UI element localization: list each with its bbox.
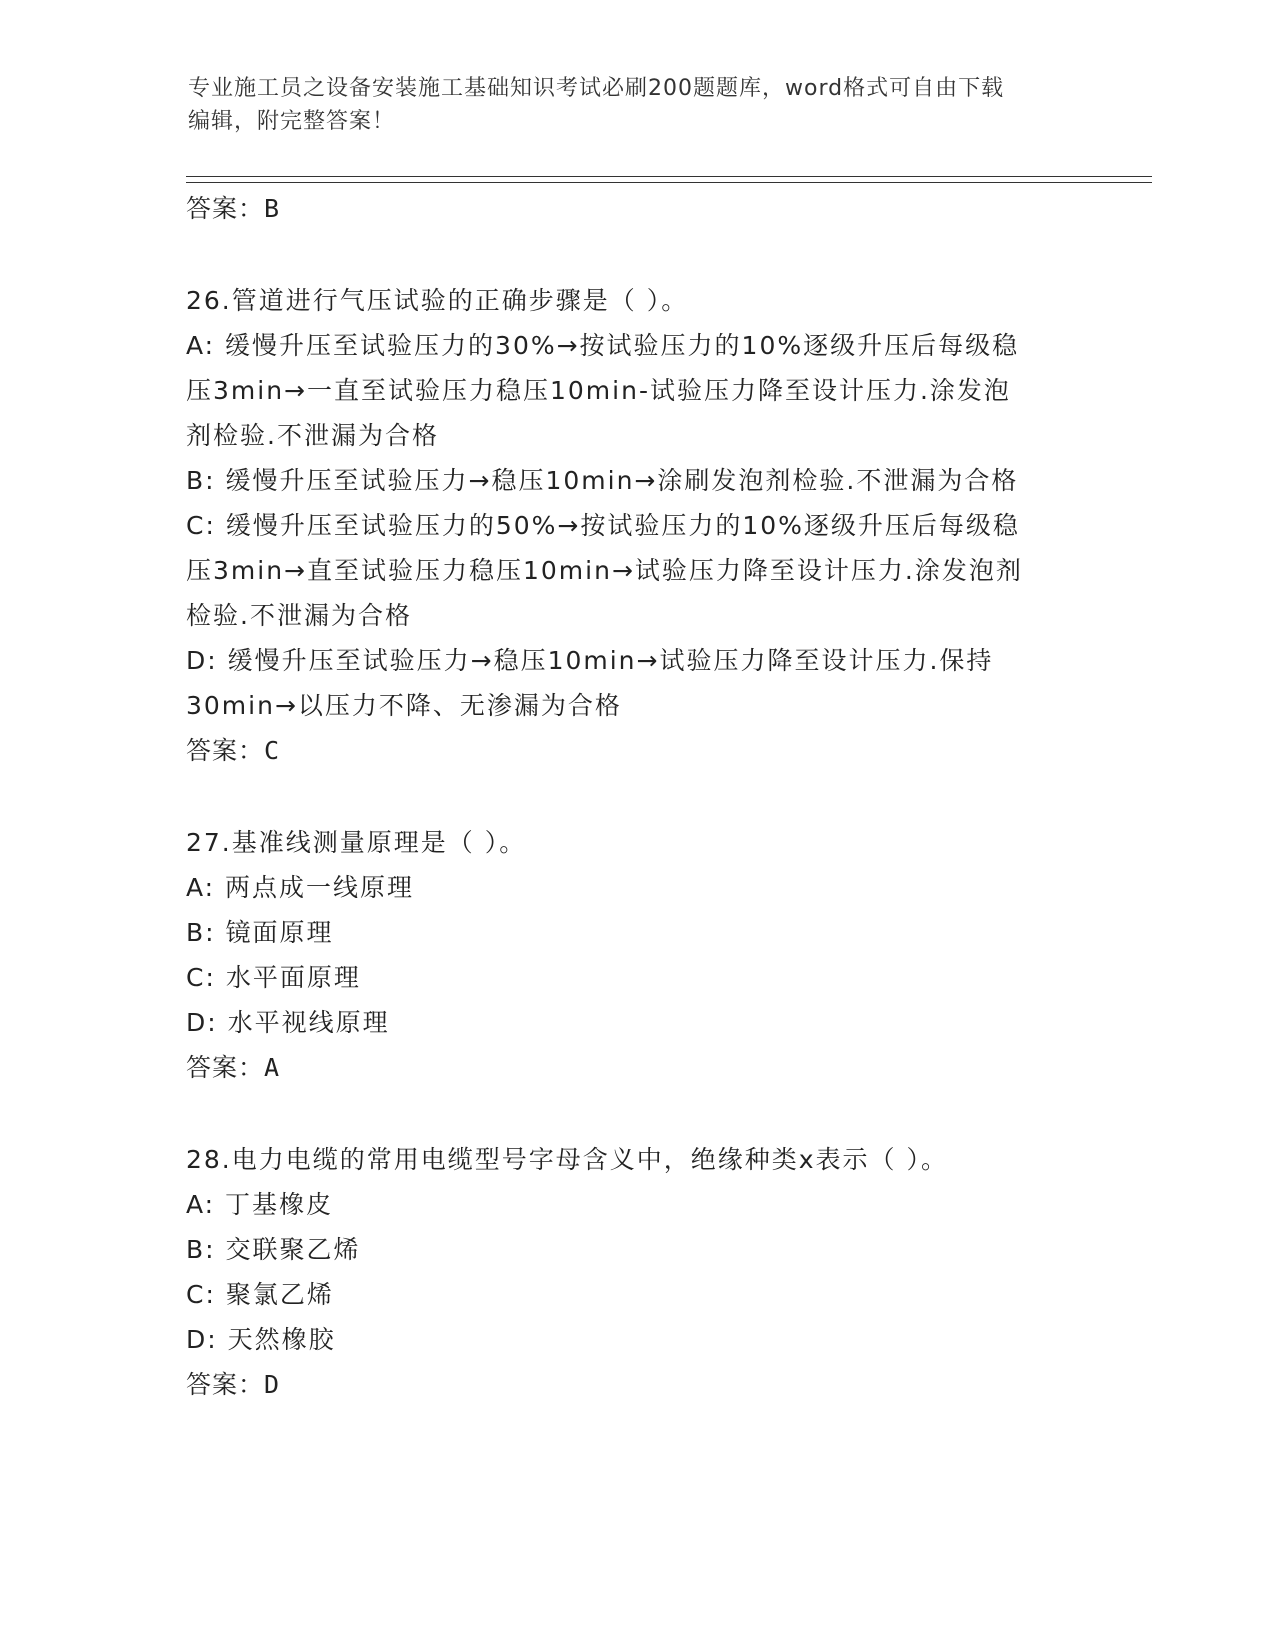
header-line-2: 编辑，附完整答案！ <box>188 109 396 134</box>
question-answer: 答案：C <box>186 736 281 765</box>
option-line: B: 缓慢升压至试验压力→稳压10min→涂刷发泡剂检验.不泄漏为合格 <box>186 466 1019 495</box>
question-stem: 28.电力电缆的常用电缆型号字母含义中，绝缘种类x表示（ ）。 <box>186 1145 949 1174</box>
option-line: 压3min→一直至试验压力稳压10min-试验压力降至设计压力.涂发泡 <box>186 376 1011 405</box>
option-line: B: 镜面原理 <box>186 918 334 947</box>
question-26 <box>186 278 1086 773</box>
option-line: D: 水平视线原理 <box>186 1008 390 1037</box>
option-line: 检验.不泄漏为合格 <box>186 601 412 630</box>
spacer <box>186 1090 1086 1137</box>
header-divider <box>186 176 1152 183</box>
question-answer: 答案：A <box>186 1053 281 1082</box>
option-line: D: 天然橡胶 <box>186 1325 336 1354</box>
document-header <box>188 72 1068 138</box>
option-line: 压3min→直至试验压力稳压10min→试验压力降至设计压力.涂发泡剂 <box>186 556 1023 585</box>
option-line: C: 缓慢升压至试验压力的50%→按试验压力的10%逐级升压后每级稳 <box>186 511 1020 540</box>
option-line: A: 缓慢升压至试验压力的30%→按试验压力的10%逐级升压后每级稳 <box>186 331 1020 360</box>
option-line: 剂检验.不泄漏为合格 <box>186 421 439 450</box>
option-line: B: 交联聚乙烯 <box>186 1235 361 1264</box>
option-line: C: 聚氯乙烯 <box>186 1280 334 1309</box>
question-stem: 26.管道进行气压试验的正确步骤是（ ）。 <box>186 286 689 315</box>
previous-answer: 答案：B <box>186 194 281 223</box>
question-stem: 27.基准线测量原理是（ ）。 <box>186 828 527 857</box>
header-line-1: 专业施工员之设备安装施工基础知识考试必刷200题题库，word格式可自由下载 <box>188 76 1005 101</box>
option-line: A: 丁基橡皮 <box>186 1190 334 1219</box>
spacer <box>186 231 1086 278</box>
option-line: A: 两点成一线原理 <box>186 873 415 902</box>
option-line: D: 缓慢升压至试验压力→稳压10min→试验压力降至设计压力.保持 <box>186 646 994 675</box>
option-line: C: 水平面原理 <box>186 963 361 992</box>
question-27 <box>186 820 1086 1090</box>
option-line: 30min→以压力不降、无渗漏为合格 <box>186 691 622 720</box>
spacer <box>186 773 1086 820</box>
document-body <box>186 186 1086 1407</box>
question-answer: 答案：D <box>186 1370 281 1399</box>
question-28 <box>186 1137 1086 1407</box>
